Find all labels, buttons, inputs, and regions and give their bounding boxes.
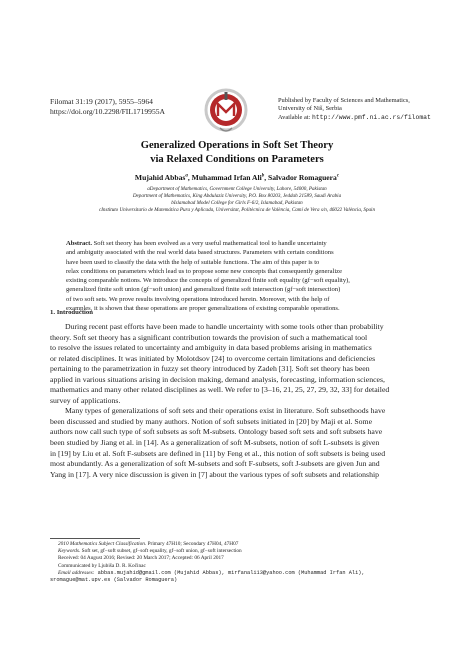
keywords-label: Keywords. bbox=[58, 548, 81, 555]
abstract-line: existing comparable notions. We introduce the concepts of generalized finite soft equality (gf−soft equality), bbox=[66, 277, 350, 284]
abstract-line bbox=[66, 239, 410, 248]
abstract-line: and ambiguity associated with the real world data based structures. Parameters with certain conditions bbox=[66, 249, 334, 257]
keywords-value: Soft set, gf−soft subset, gf−soft equality, gf−soft union, gf−soft intersection bbox=[80, 548, 242, 555]
availability-line bbox=[278, 114, 431, 122]
title-line-2: via Relaxed Conditions on Parameters bbox=[150, 154, 324, 165]
communicated-line: Communicated by Ljubiša D. R. Kočinac bbox=[58, 562, 146, 569]
filomat-logo-icon bbox=[202, 86, 250, 136]
affiliations bbox=[0, 186, 474, 214]
author-list bbox=[0, 173, 474, 182]
affiliation: aDepartment of Mathematics, Government College University, Lahore, 54000, Pakistan bbox=[147, 186, 327, 192]
affiliation: cInstituto Universitario de Matemática Pura y Aplicada, Universitat, Politècnica de València, Camí de Vera s/n, 46022 València, Spain bbox=[98, 207, 376, 214]
publisher-location: University of Niš, Serbia bbox=[278, 105, 342, 113]
body-line: Many types of generalizations of soft sets and their operations exist in literature. Soft subsethoods have bbox=[65, 406, 386, 416]
affiliation: Department of Mathematics, King Abdulaziz University, P.O. Box 80203, Jeddah 21589, Saudi Arabia bbox=[132, 193, 342, 200]
author-name: Salvador Romaguera bbox=[268, 173, 337, 182]
abstract bbox=[66, 239, 410, 313]
paragraph bbox=[50, 322, 425, 406]
journal-url-link[interactable]: http://www.pmf.ni.ac.rs/filomat bbox=[311, 113, 431, 121]
abstract-label: Abstract. bbox=[66, 240, 92, 247]
available-label: Available at: bbox=[278, 113, 312, 121]
email-addresses[interactable]: sromague@mat.upv.es (Salvador Romaguera) bbox=[50, 577, 178, 584]
body-line: to resolve the issues related to uncertainty and ambiguity in data based problems arising in mathematics bbox=[50, 343, 372, 353]
body-line: in [19] by Liu et al. Soft F-subsets are defined in [11] by Feng et al., this notion of soft subsets is being used bbox=[50, 448, 386, 458]
abstract-line: of two soft sets. We prove results involving operations introduced herein. Moreover, with the help of bbox=[66, 295, 330, 303]
doi-link[interactable]: https://doi.org/10.2298/FIL1719955A bbox=[50, 107, 166, 116]
affiliation: bIslamabad Model College for Girls F-6/2, Islamabad, Pakistan bbox=[171, 200, 303, 207]
author-affil-mark: c bbox=[336, 173, 340, 179]
msc-value: Primary 47H10; Secondary 47H04, 47H07 bbox=[146, 541, 239, 547]
msc-label: 2010 Mathematics Subject Classification. bbox=[58, 541, 147, 547]
journal-citation bbox=[50, 97, 165, 117]
body-line: been discussed and studied by many authors. Notion of soft subsets initiated in [20] by Maji et al. Some bbox=[50, 416, 373, 426]
body-line: most abundantly. As a generalization of soft M-subsets and soft F-subsets, soft J-subsets are given Jun and bbox=[50, 459, 380, 469]
abstract-line: examples, it is shown that these operations are proper generalizations of existing comparable operations. bbox=[66, 304, 340, 312]
abstract-text: Soft set theory has been evolved as a very useful mathematical tool to handle uncertainty bbox=[92, 240, 327, 247]
section-heading: 1. Introduction bbox=[50, 309, 93, 316]
body-line: survey of applications. bbox=[50, 395, 121, 405]
author-affil-mark: a bbox=[185, 173, 188, 179]
body-line: mathematics and many other related disciplines as well. We refer to [3–16, 21, 25, 27, 29, 32, 33] for detailed bbox=[50, 385, 390, 395]
journal-logo bbox=[202, 86, 250, 136]
author-name: Muhammad Irfan Ali bbox=[191, 173, 262, 182]
abstract-line: relax conditions on parameters which lead us to propose some new concepts that consequently generalize bbox=[66, 267, 342, 275]
body-line: pertaining to the parametrization in fuzzy set theory introduced by Zadeh [31]. Soft set theory has been bbox=[50, 364, 370, 374]
paper-title bbox=[0, 139, 474, 167]
body-line: applied in various situations arising in decision making, demand analysis, forecasting, information sciences, bbox=[50, 374, 385, 384]
title-line-1: Generalized Operations in Soft Set Theory bbox=[140, 140, 334, 151]
footnote-rule bbox=[50, 538, 140, 539]
journal-volume: Filomat 31:19 (2017), 5955–5964 bbox=[50, 97, 153, 106]
body-line: Yang in [17]. A very nice discussion is given in [7] about the various types of soft subsets and relationship bbox=[50, 469, 379, 479]
keywords-line bbox=[58, 548, 428, 555]
author-separator: , bbox=[187, 173, 192, 182]
body-line: or related disciplines. It was initiated by Molotdsov [24] to overcome certain limitations and deficiencies bbox=[50, 353, 376, 363]
body-line: theory. Soft set theory has a significant contribution towards the provision of such a mathematical tool bbox=[50, 332, 368, 342]
email-label: Email addresses: bbox=[58, 569, 95, 576]
body-line: been studied by Jiang et al. in [14]. As a generalization of soft M-subsets, notion of soft L-subsets is given bbox=[50, 438, 380, 448]
author-separator: , bbox=[264, 173, 268, 182]
author-name: Mujahid Abbas bbox=[134, 173, 186, 182]
dates-line: Received: 04 August 2016; Revised: 20 March 2017; Accepted: 06 April 2017 bbox=[58, 555, 224, 562]
footnotes bbox=[50, 541, 428, 584]
publisher-line: Published by Faculty of Sciences and Mathematics, bbox=[278, 97, 410, 104]
body-line: authors now call such type of soft subsets as soft M-subsets. Ontology based soft sets and soft subsets have bbox=[50, 427, 383, 437]
body-line: During recent past efforts have been made to handle uncertainty with some tools other than probability bbox=[65, 322, 384, 331]
body-text bbox=[50, 322, 425, 480]
abstract-line: generalized finite soft union (gf−soft union) and generalized finite soft intersection (gf−soft intersection) bbox=[66, 286, 341, 294]
author-affil-mark: b bbox=[261, 173, 265, 179]
paragraph bbox=[50, 406, 425, 480]
publisher-info bbox=[278, 97, 431, 122]
email-addresses[interactable]: abbas.mujahid@gmail.com (Mujahid Abbas), mirfanali13@yahoo.com (Muhammad Irfan Ali), bbox=[94, 569, 365, 576]
abstract-line: have been used to classify the data with the help of suitable functions. The aim of this paper is to bbox=[66, 258, 320, 266]
email-line bbox=[58, 570, 428, 577]
